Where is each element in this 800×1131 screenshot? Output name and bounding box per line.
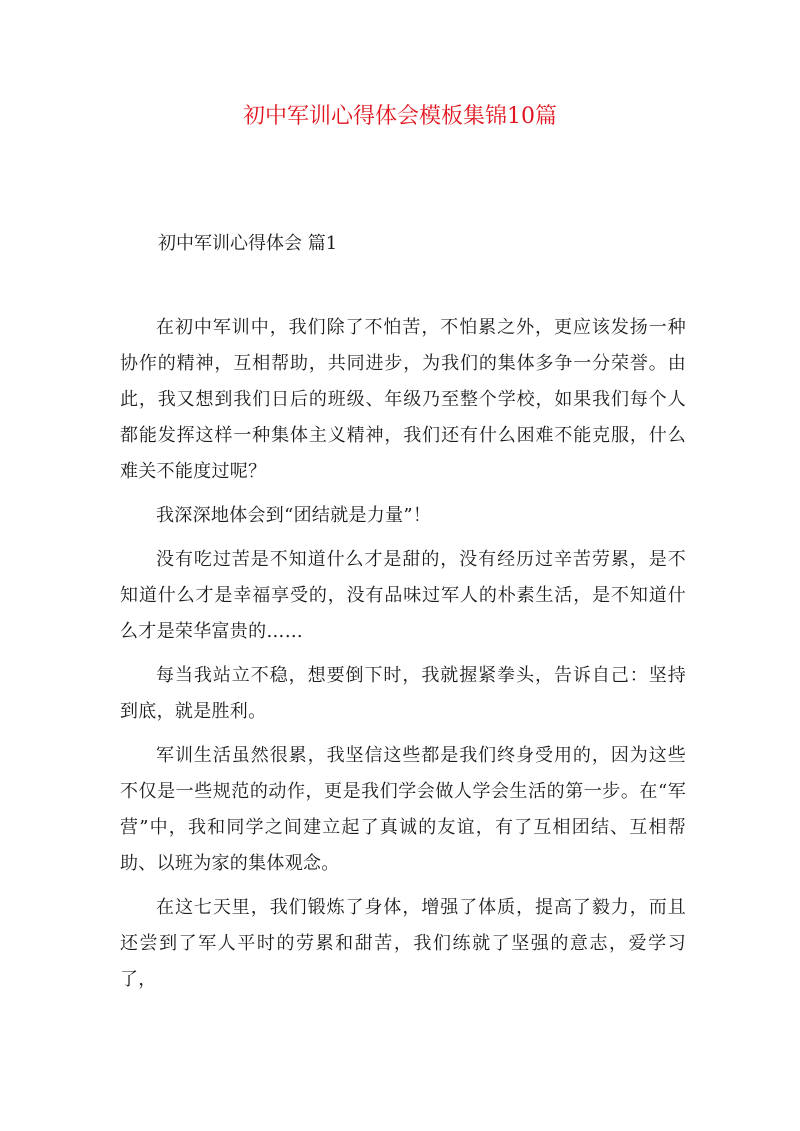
paragraph: 在这七天里，我们锻炼了身体，增强了体质，提高了毅力，而且还尝到了军人平时的劳累和甜苦，我们练就了坚强的意志，爱学习了， — [120, 897, 686, 990]
paragraph: 没有吃过苦是不知道什么才是甜的，没有经历过辛苦劳累，是不知道什么才是幸福享受的，没有品味过军人的朴素生活，是不知道什么才是荣华富贵的…… — [120, 549, 686, 642]
paragraph: 我深深地体会到“团结就是力量”！ — [156, 505, 432, 526]
section-heading: 初中军训心得体会 篇1 — [158, 233, 338, 254]
paragraph: 军训生活虽然很累，我坚信这些都是我们终身受用的，因为这些不仅是一些规范的动作，更是我们学会做人学会生活的第一步。在“军营”中，我和同学之间建立起了真诚的友谊，有了互相团结、互相帮助、以班为家的集体观念。 — [120, 745, 686, 874]
paragraph: 在初中军训中，我们除了不怕苦，不怕累之外，更应该发扬一种协作的精神，互相帮助，共同进步，为我们的集体多争一分荣誉。由此，我又想到我们日后的班级、年级乃至整个学校，如果我们每个人都能发挥这样一种集体主义精神，我们还有什么困难不能克服，什么难关不能度过呢？ — [120, 317, 686, 482]
document-body — [120, 310, 686, 1006]
paragraph: 每当我站立不稳，想要倒下时，我就握紧拳头，告诉自己：坚持到底，就是胜利。 — [120, 665, 686, 722]
document-title: 初中军训心得体会模板集锦10篇 — [243, 104, 557, 129]
